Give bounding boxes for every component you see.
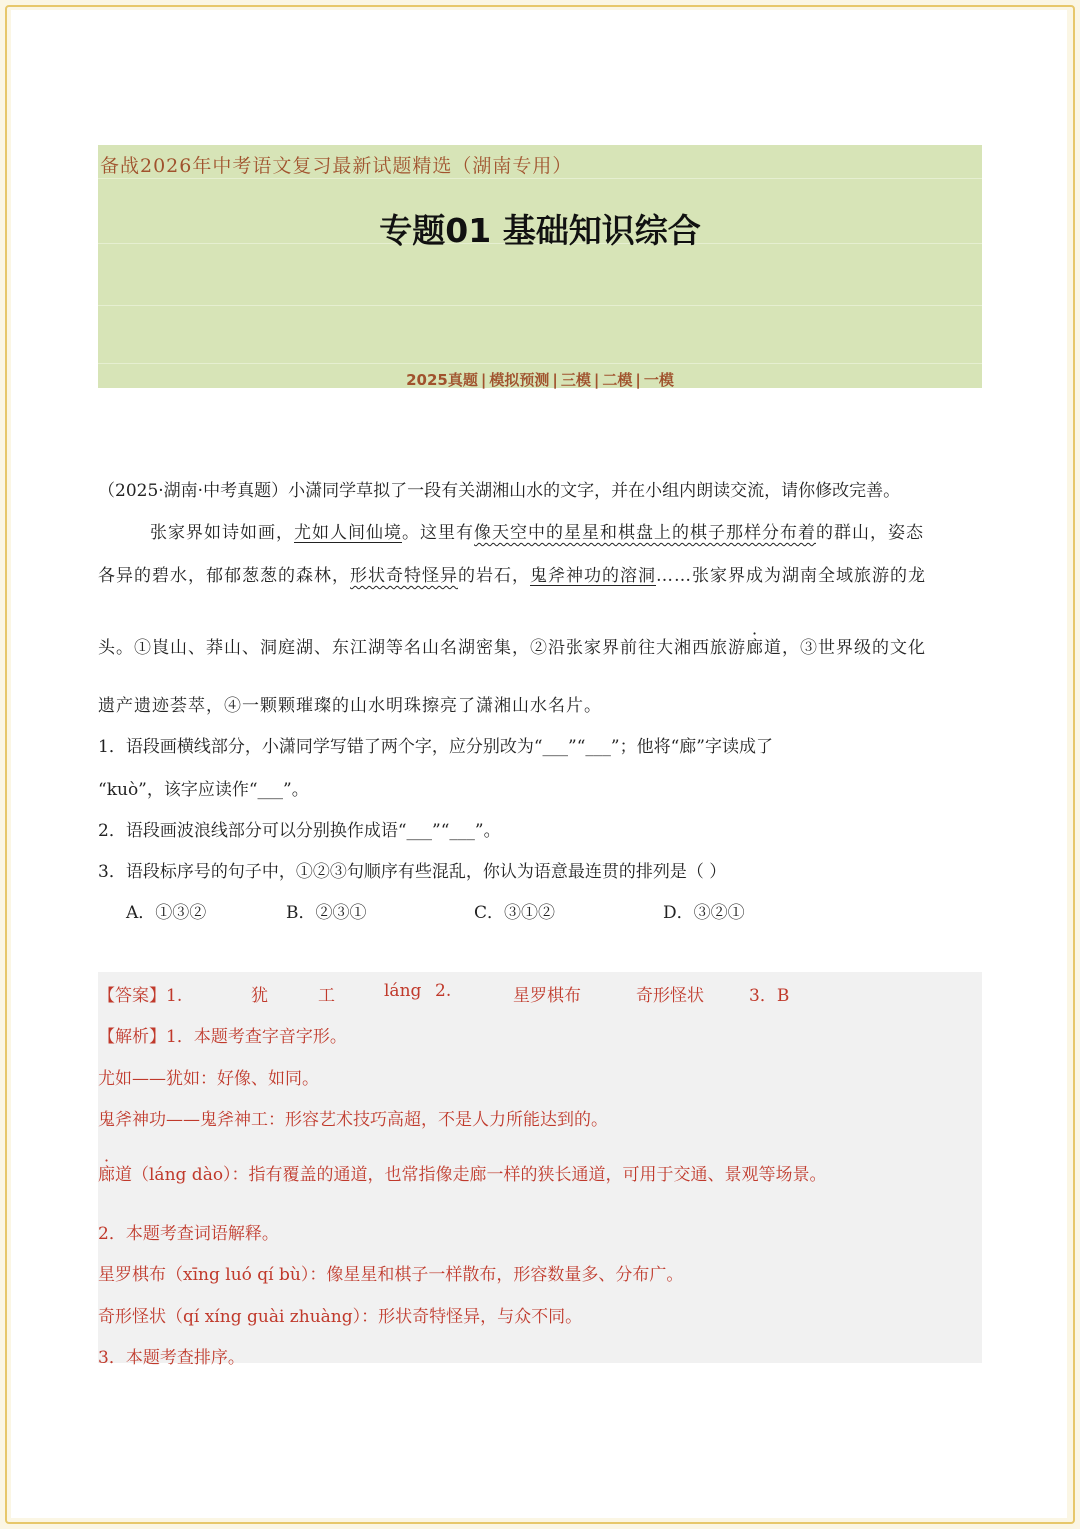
underlined-phrase-1: 尤如人间仙境 bbox=[294, 523, 402, 543]
wavy-phrase-1: 像天空中的星星和棋盘上的棋子那样分布着 bbox=[474, 523, 816, 543]
answer-panel bbox=[98, 972, 982, 1368]
wavy-phrase-2: 形状奇特怪异 bbox=[350, 566, 458, 586]
answer-3: láng bbox=[384, 981, 422, 1001]
answer-1: 犹 bbox=[251, 986, 268, 1006]
passage-line-3: 头。①崀山、莽山、洞庭湖、东江湖等名山名湖密集，②沿张家界前往大湘西旅游廊道，③世界级的文化 bbox=[98, 638, 926, 658]
tag-first-mock: 一模 bbox=[643, 371, 674, 389]
tag-separator: | bbox=[552, 371, 558, 389]
subquestion-1-line-1: 1．语段画横线部分，小潇同学写错了两个字，应分别改为“___”“___”；他将“廊”字读成了 bbox=[98, 737, 773, 757]
passage-line-2: 各异的碧水，郁郁葱葱的森林，形状奇特怪异的岩石，鬼斧神功的溶洞……张家界成为湖南全域旅游的龙 bbox=[98, 566, 926, 586]
explanation-1: 尤如——犹如：好像、如同。 bbox=[98, 1069, 319, 1089]
answer-2: 工 bbox=[318, 986, 335, 1006]
tag-third-mock: 三模 bbox=[560, 371, 591, 389]
subquestion-2: 2．语段画波浪线部分可以分别换作成语“___”“___”。 bbox=[98, 821, 501, 841]
underlined-phrase-2: 鬼斧神功的溶洞 bbox=[530, 566, 656, 586]
passage-line-4: 遗产遗迹荟萃，④一颗颗璀璨的山水明珠擦亮了潇湘山水名片。 bbox=[98, 696, 602, 716]
dotted-character: 廊 bbox=[746, 638, 764, 658]
explanation-4: 2．本题考查词语解释。 bbox=[98, 1224, 279, 1244]
analysis-label: 【解析】1．本题考查字音字形。 bbox=[98, 1027, 347, 1047]
option-a: A．①③② bbox=[126, 903, 207, 923]
tag-simulation: 模拟预测 bbox=[489, 371, 550, 389]
explanation-7: 3．本题考查排序。 bbox=[98, 1348, 245, 1368]
tag-2025: 2025真题 bbox=[406, 371, 478, 389]
answer-4: 2. bbox=[435, 981, 452, 1001]
page-title: 专题01 基础知识综合 bbox=[379, 211, 701, 250]
header-subtitle: 备战2026年中考语文复习最新试题精选（湖南专用） bbox=[100, 155, 573, 177]
passage-line-1: 张家界如诗如画，尤如人间仙境。这里有像天空中的星星和棋盘上的棋子那样分布着的群山，姿态 bbox=[150, 523, 924, 543]
answer-line bbox=[98, 981, 790, 1006]
subquestion-1-line-2: “kuò”，该字应读作“___”。 bbox=[98, 780, 309, 800]
dotted-character: 廊 bbox=[98, 1165, 115, 1185]
question-intro: （2025·湖南·中考真题）小潇同学草拟了一段有关湖湘山水的文字，并在小组内朗读交流，请你修改完善。 bbox=[98, 481, 901, 501]
explanation-5: 星罗棋布（xīng luó qí bù）：像星星和棋子一样散布，形容数量多、分布广。 bbox=[98, 1265, 684, 1285]
option-b: B．②③① bbox=[286, 903, 367, 923]
option-c: C．③①② bbox=[474, 903, 556, 923]
option-d: D．③②① bbox=[663, 903, 745, 923]
header-tags bbox=[98, 369, 982, 390]
header-banner bbox=[98, 145, 982, 388]
subquestion-3: 3．语段标序号的句子中，①②③句顺序有些混乱，你认为语意最连贯的排列是（ ） bbox=[98, 862, 727, 882]
explanation-2: 鬼斧神功——鬼斧神工：形容艺术技巧高超，不是人力所能达到的。 bbox=[98, 1110, 608, 1130]
explanation-3: 廊道（láng dào）：指有覆盖的通道，也常指像走廊一样的狭长通道，可用于交通、景观等场景。 bbox=[98, 1165, 827, 1185]
tag-separator: | bbox=[593, 371, 600, 389]
answer-label: 【答案】1. bbox=[98, 986, 183, 1006]
tag-second-mock: 二模 bbox=[602, 371, 633, 389]
tag-separator: | bbox=[635, 371, 641, 389]
answer-6: 奇形怪状 bbox=[636, 986, 704, 1006]
answer-7: 3．B bbox=[749, 986, 790, 1006]
tag-separator: | bbox=[480, 371, 487, 389]
explanation-6: 奇形怪状（qí xíng guài zhuàng）：形状奇特怪异，与众不同。 bbox=[98, 1307, 583, 1327]
answer-5: 星罗棋布 bbox=[513, 986, 581, 1006]
